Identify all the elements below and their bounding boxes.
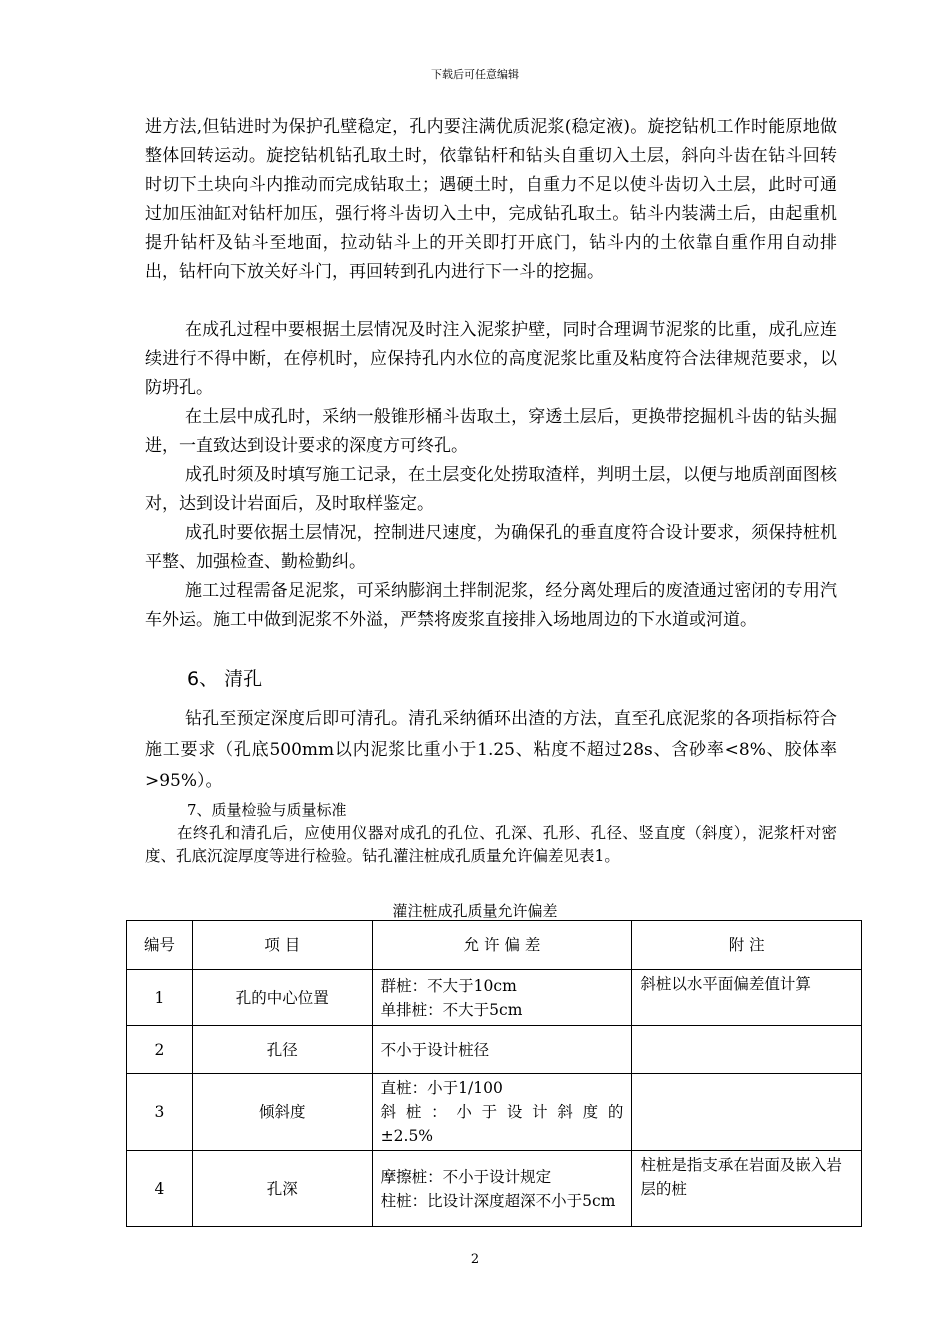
paragraph-quality-check bbox=[145, 822, 837, 868]
tolerance-line: 单排桩：不大于5cm bbox=[380, 1000, 523, 1019]
cell-item: 孔的中心位置 bbox=[192, 970, 372, 1026]
cell-item: 孔深 bbox=[192, 1151, 372, 1227]
cell-number: 2 bbox=[127, 1026, 193, 1074]
table-caption: 灌注桩成孔质量允许偏差 bbox=[392, 902, 558, 920]
cell-number: 4 bbox=[127, 1151, 193, 1227]
cell-tolerance bbox=[372, 1074, 632, 1151]
header-note: 附 注 bbox=[632, 921, 862, 970]
table-header-row bbox=[127, 921, 862, 970]
paragraph-drilling-method bbox=[145, 113, 837, 287]
header-item: 项 目 bbox=[192, 921, 372, 970]
cell-item: 孔径 bbox=[192, 1026, 372, 1074]
tolerance-line: ±2.5% bbox=[380, 1127, 434, 1145]
paragraph-speed-control bbox=[145, 519, 837, 577]
paragraph-text: 在土层中成孔时，采纳一般锥形桶斗齿取土，穿透土层后，更换带挖掘机斗齿的钻头掘进，一直致达到设计要求的深度方可终孔。 bbox=[145, 407, 837, 456]
cell-note: 柱桩是指支承在岩面及嵌入岩层的桩 bbox=[632, 1151, 862, 1227]
tolerance-line: 柱桩：比设计深度超深不小于5cm bbox=[380, 1191, 616, 1210]
paragraph-text: 进方法,但钻进时为保护孔壁稳定，孔内要注满优质泥浆(稳定液)。旋挖钻机工作时能原地做整体回转运动。旋挖钻机钻孔取土时，依靠钻杆和钻头自重切入土层，斜向斗齿在钻斗回转时切下土块向斗内推动而完成钻取土；遇硬土时，自重力不足以使斗齿切入土层，此时可通过加压油缸对钻杆加压，强行将斗齿切入土中，完成钻孔取土。钻斗内装满土后，由起重机提升钻杆及钻斗至地面，拉动钻斗上的开关即打开底门，钻斗内的土依靠自重作用自动排出，钻杆向下放关好斗门，再回转到孔内进行下一斗的挖掘。 bbox=[145, 117, 837, 282]
header-number: 编号 bbox=[127, 921, 193, 970]
cell-tolerance bbox=[372, 970, 632, 1026]
tolerance-line: 直桩：小于1/100 bbox=[380, 1079, 503, 1097]
paragraph-text: 钻孔至预定深度后即可清孔。清孔采纳循环出渣的方法，直至孔底泥浆的各项指标符合施工要求（孔底500mm以内泥浆比重小于1.25、粘度不超过28s、含砂率<8%、胶体率>95%）。 bbox=[145, 709, 837, 791]
cell-note bbox=[632, 1074, 862, 1151]
tolerance-line: 群桩：不大于10cm bbox=[380, 976, 517, 995]
table-row bbox=[127, 1026, 862, 1074]
paragraph-mud-wall bbox=[145, 316, 837, 403]
paragraph-soil-layer bbox=[145, 403, 837, 461]
cell-tolerance bbox=[372, 1151, 632, 1227]
tolerance-line: 斜桩：小于设计斜度的 bbox=[380, 1103, 624, 1121]
cell-note bbox=[632, 1026, 862, 1074]
page-header: 下载后可任意编辑 bbox=[431, 68, 519, 81]
tolerance-line: 摩擦桩：不小于设计规定 bbox=[380, 1167, 552, 1186]
paragraph-text: 在成孔过程中要根据土层情况及时注入泥浆护壁，同时合理调节泥浆的比重，成孔应连续进行不得中断，在停机时，应保持孔内水位的高度泥浆比重及粘度符合法律规范要求，以防坍孔。 bbox=[145, 320, 837, 398]
cell-note: 斜桩以水平面偏差值计算 bbox=[632, 970, 862, 1026]
paragraph-text: 在终孔和清孔后，应使用仪器对成孔的孔位、孔深、孔形、孔径、竖直度（斜度），泥浆杆对密度、孔底沉淀厚度等进行检验。钻孔灌注桩成孔质量允许偏差见表1。 bbox=[145, 824, 837, 865]
cell-tolerance: 不小于设计桩径 bbox=[372, 1026, 632, 1074]
paragraph-hole-cleaning bbox=[145, 704, 837, 797]
table-row bbox=[127, 1074, 862, 1151]
paragraph-mud-prep bbox=[145, 577, 837, 635]
paragraph-text: 成孔时要依据土层情况，控制进尺速度，为确保孔的垂直度符合设计要求，须保持桩机平整、加强检查、勤检勤纠。 bbox=[145, 523, 837, 572]
header-tolerance: 允 许 偏 差 bbox=[372, 921, 632, 970]
cell-item: 倾斜度 bbox=[192, 1074, 372, 1151]
table-row bbox=[127, 1151, 862, 1227]
section-heading-hole-cleaning: 6、 清孔 bbox=[187, 668, 263, 690]
paragraph-text: 施工过程需备足泥浆，可采纳膨润土拌制泥浆，经分离处理后的废渣通过密闭的专用汽车外运。施工中做到泥浆不外溢，严禁将废浆直接排入场地周边的下水道或河道。 bbox=[145, 581, 837, 630]
section-heading-quality: 7、质量检验与质量标准 bbox=[187, 801, 347, 819]
paragraph-text: 成孔时须及时填写施工记录，在土层变化处捞取渣样，判明土层，以便与地质剖面图核对，达到设计岩面后，及时取样鉴定。 bbox=[145, 465, 837, 514]
page-number: 2 bbox=[470, 1252, 480, 1267]
table-row bbox=[127, 970, 862, 1026]
cell-number: 3 bbox=[127, 1074, 193, 1151]
paragraph-records bbox=[145, 461, 837, 519]
cell-number: 1 bbox=[127, 970, 193, 1026]
tolerance-table bbox=[126, 920, 862, 1227]
